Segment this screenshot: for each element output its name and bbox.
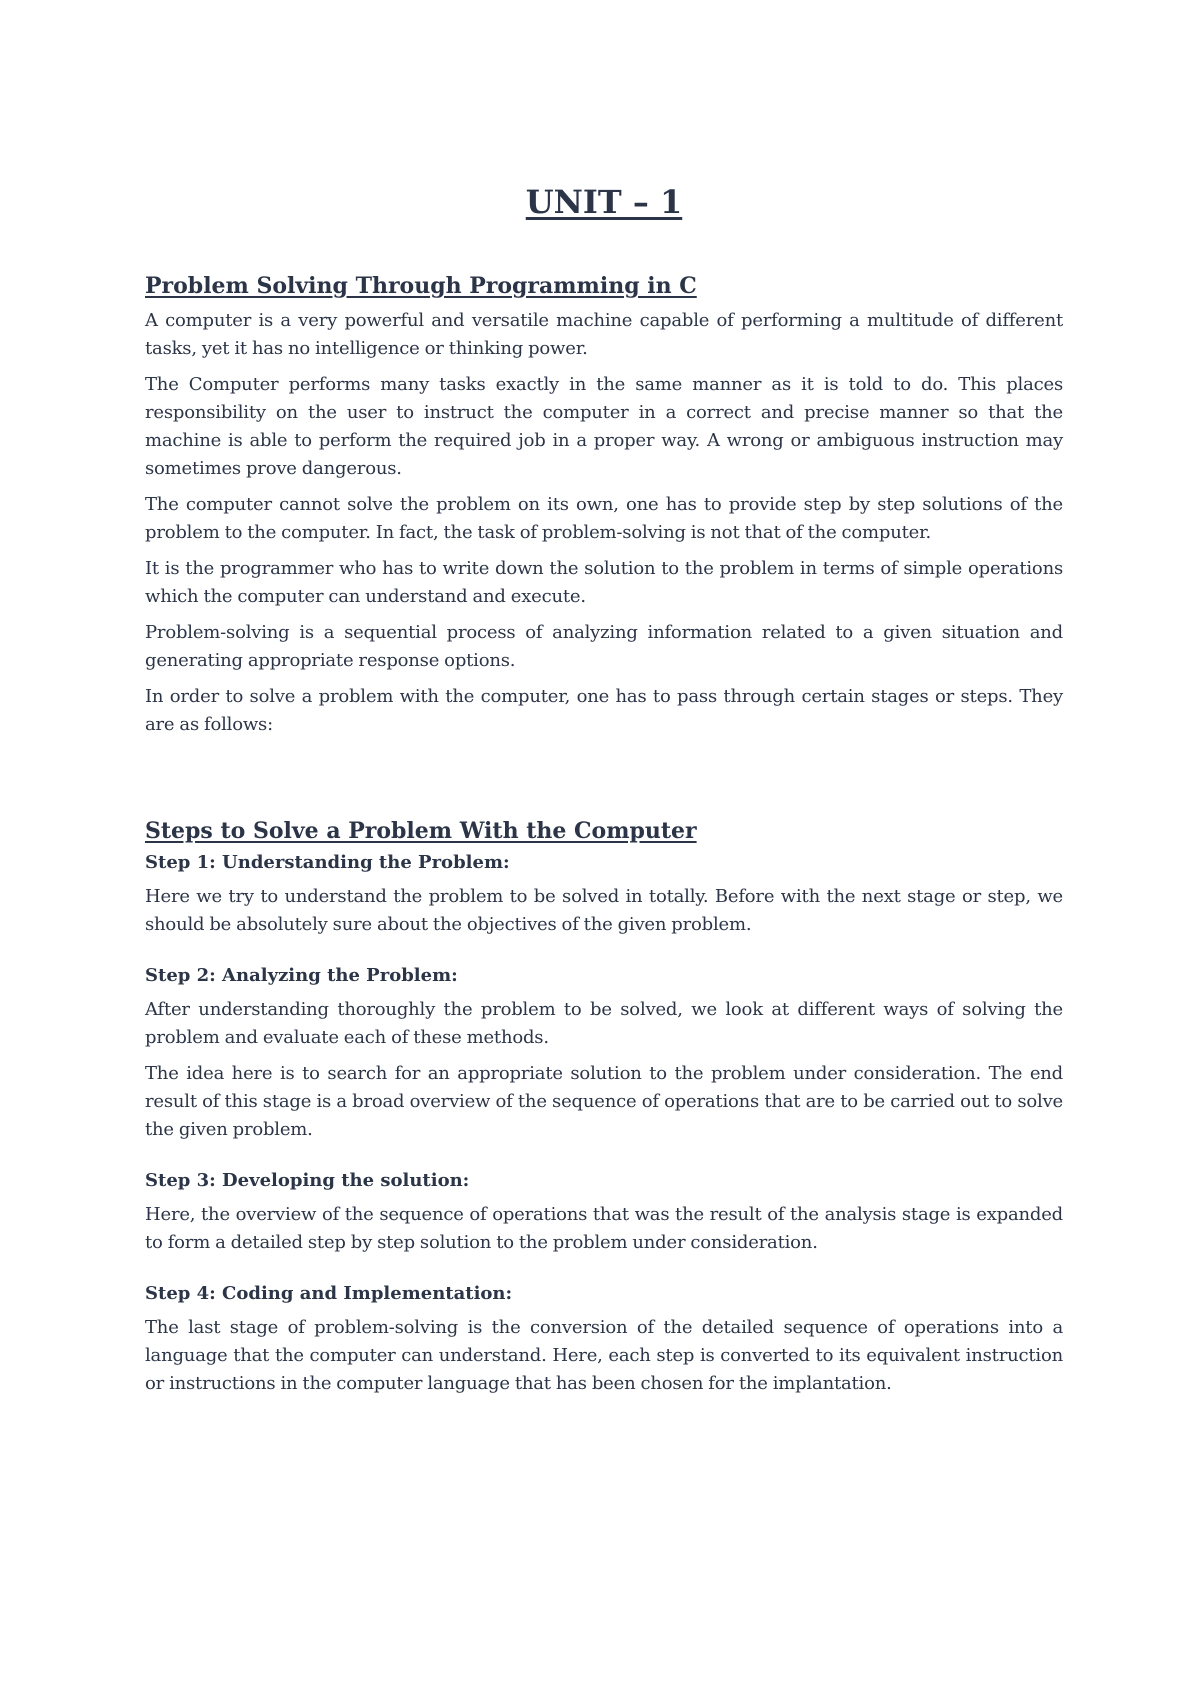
intro-paragraph: A computer is a very powerful and versatile machine capable of performing a multitude of different tasks, yet it has no intelligence or thinking power. — [145, 310, 1063, 359]
step-3 — [145, 1170, 1063, 1257]
step-paragraph: The idea here is to search for an appropriate solution to the problem under consideration. The end result of this stage is a broad overview of the sequence of operations that are to be carried out to solve the given problem. — [145, 1063, 1063, 1140]
intro-paragraph: In order to solve a problem with the computer, one has to pass through certain stages or steps. They are as follows: — [145, 686, 1063, 735]
intro-section — [145, 273, 1063, 747]
step-paragraph: Here we try to understand the problem to be solved in totally. Before with the next stage or step, we should be absolutely sure about the objectives of the given problem. — [145, 886, 1063, 935]
step-title: Step 2: Analyzing the Problem: — [145, 965, 458, 986]
step-2 — [145, 965, 1063, 1144]
intro-paragraph: Problem-solving is a sequential process of analyzing information related to a given situation and generating appropriate response options. — [145, 622, 1063, 671]
step-paragraph: The last stage of problem-solving is the conversion of the detailed sequence of operations into a language that the computer can understand. Here, each step is converted to its equivalent instruction or instructions in the computer language that has been chosen for the implantation. — [145, 1317, 1063, 1394]
intro-paragraph: The Computer performs many tasks exactly in the same manner as it is told to do. This places responsibility on the user to instruct the computer in a correct and precise manner so that the machine is able to perform the required job in a proper way. A wrong or ambiguous instruction may sometimes prove dangerous. — [145, 374, 1063, 479]
step-title: Step 4: Coding and Implementation: — [145, 1283, 513, 1304]
step-paragraph: After understanding thoroughly the problem to be solved, we look at different ways of solving the problem and evaluate each of these methods. — [145, 999, 1063, 1048]
intro-heading: Problem Solving Through Programming in C — [145, 273, 697, 299]
steps-section — [145, 818, 1063, 1406]
step-paragraph: Here, the overview of the sequence of operations that was the result of the analysis stage is expanded to form a detailed step by step solution to the problem under consideration. — [145, 1204, 1063, 1253]
step-title: Step 3: Developing the solution: — [145, 1170, 470, 1191]
step-1 — [145, 852, 1063, 939]
steps-heading: Steps to Solve a Problem With the Computer — [145, 818, 697, 844]
step-title: Step 1: Understanding the Problem: — [145, 852, 510, 873]
intro-paragraph: It is the programmer who has to write down the solution to the problem in terms of simple operations which the computer can understand and execute. — [145, 558, 1063, 607]
intro-paragraph: The computer cannot solve the problem on its own, one has to provide step by step solutions of the problem to the computer. In fact, the task of problem-solving is not that of the computer. — [145, 494, 1063, 543]
unit-title: UNIT – 1 — [525, 183, 683, 221]
step-4 — [145, 1283, 1063, 1398]
